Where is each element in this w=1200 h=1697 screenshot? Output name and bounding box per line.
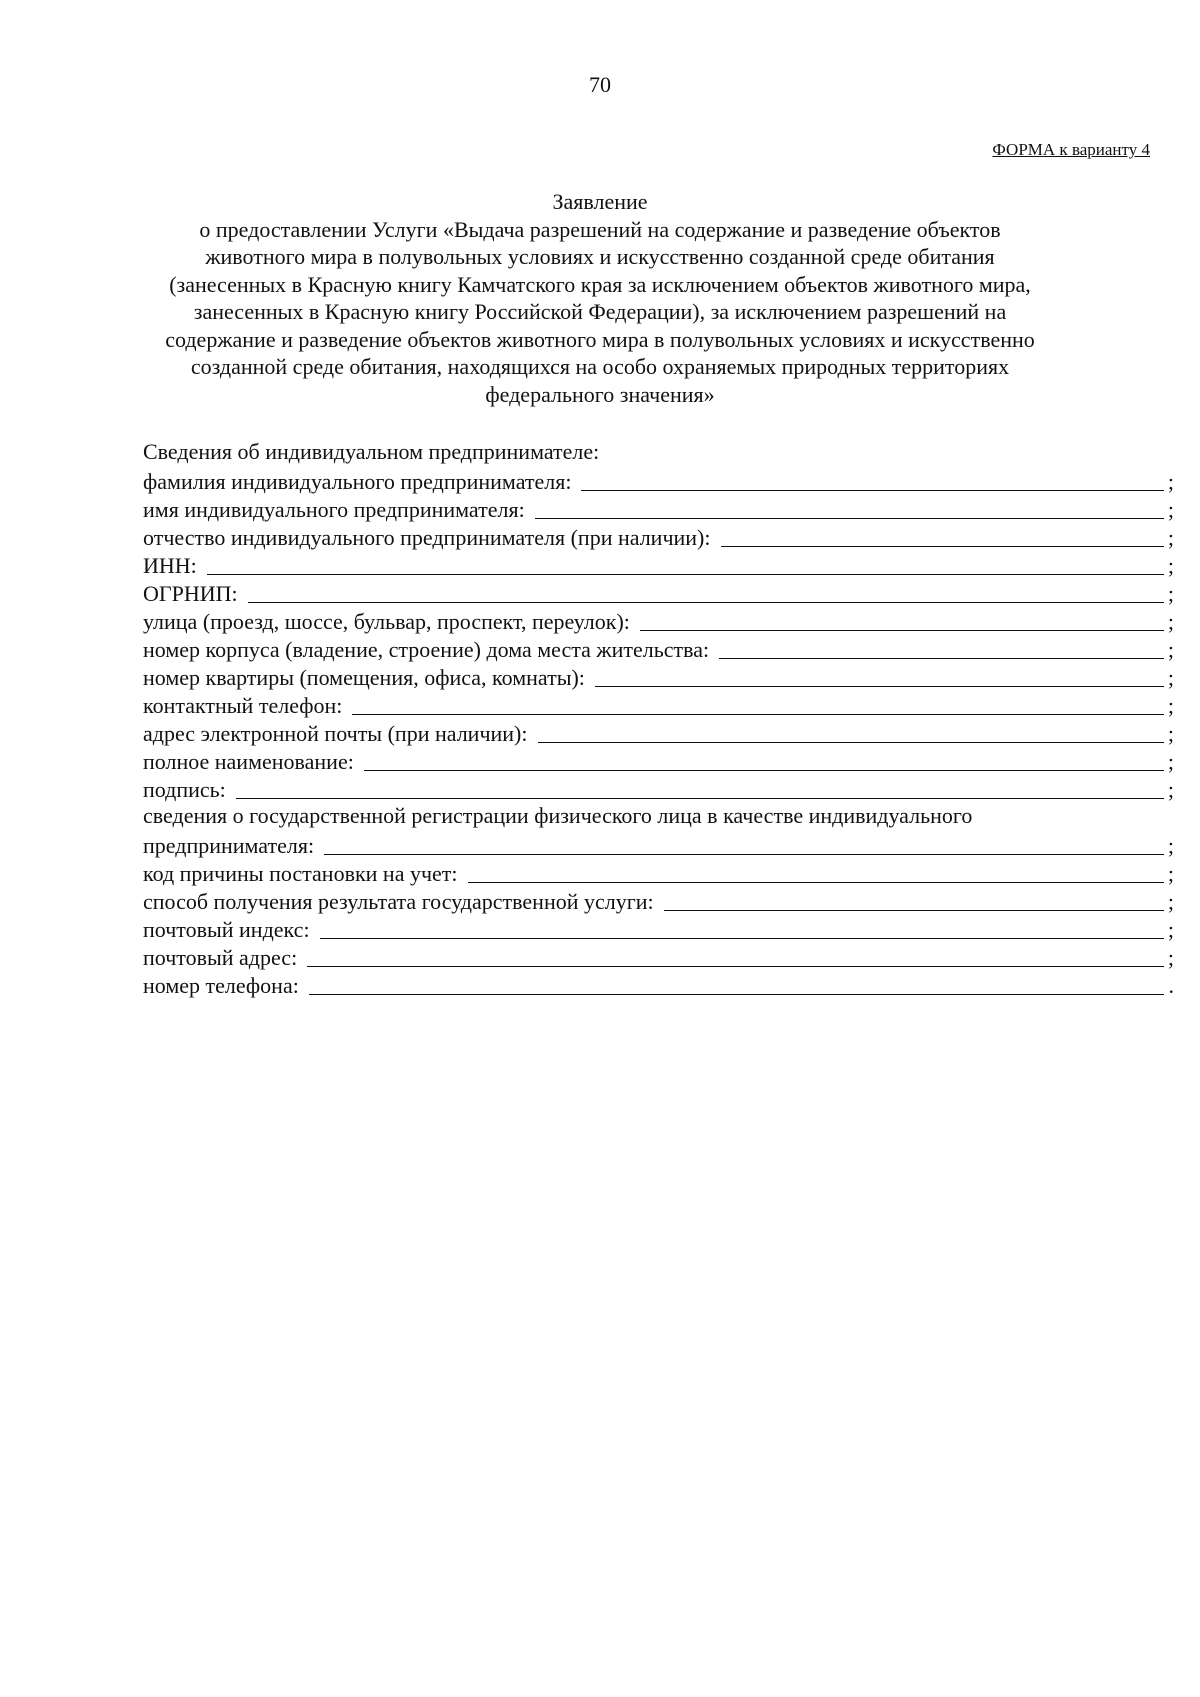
building-input-line[interactable] [719,636,1164,659]
signature-input-line[interactable] [236,776,1164,799]
document-title: Заявление [552,189,648,214]
field-terminator: ; [1167,777,1174,802]
field-terminator: ; [1167,665,1174,690]
postal-address-input-line[interactable] [307,944,1164,967]
subtitle-line: содержание и разведение объектов животного мира в полувольных условиях и искусственно [165,326,1035,352]
field-row-signature [143,774,1174,802]
subtitle-line: занесенных в Красную книгу Российской Федерации), за исключением разрешений на [193,299,1007,324]
field-label: номер квартиры (помещения, офиса, комнаты): [143,665,585,690]
field-row-first-name [143,494,1174,522]
ogrnip-input-line[interactable] [248,580,1164,603]
field-row-patronymic [143,522,1174,550]
registration-info-input-line[interactable] [324,832,1164,855]
field-terminator: ; [1167,581,1174,606]
field-label: контактный телефон: [143,693,343,718]
field-row-postal-code [143,914,1174,942]
field-label: подпись: [143,777,226,802]
field-terminator: ; [1167,749,1174,774]
field-row-postal-address [143,942,1174,970]
field-label: почтовый индекс: [143,917,310,942]
patronymic-input-line[interactable] [721,524,1165,547]
field-label: почтовый адрес: [143,945,298,970]
street-input-line[interactable] [640,608,1164,631]
field-row-full-name [143,746,1174,774]
kpp-input-line[interactable] [468,860,1164,883]
field-row-result-method [143,886,1174,914]
field-row-kpp [143,858,1174,886]
section-heading: Сведения об индивидуальном предпринимателе: [143,439,600,464]
field-label: код причины постановки на учет: [143,861,458,886]
field-label: ОГРНИП: [143,581,238,606]
field-row-building [143,634,1174,662]
field-terminator: ; [1167,469,1174,494]
field-label: адрес электронной почты (при наличии): [143,721,528,746]
field-row-contact-phone [143,690,1174,718]
postal-code-input-line[interactable] [320,916,1164,939]
subtitle-line: о предоставлении Услуги «Выдача разрешений на содержание и разведение объектов [199,216,1001,242]
field-label: способ получения результата государственной услуги: [143,889,654,914]
full-name-input-line[interactable] [364,748,1164,771]
field-terminator: ; [1167,553,1174,578]
field-terminator: ; [1167,889,1174,914]
subtitle-line: животного мира в полувольных условиях и искусственно созданной среде обитания [205,244,995,269]
field-label: номер телефона: [143,973,299,998]
field-label: фамилия индивидуального предпринимателя: [143,469,572,494]
result-method-input-line[interactable] [664,888,1164,911]
field-row-email [143,718,1174,746]
field-terminator: . [1168,973,1174,998]
field-terminator: ; [1167,609,1174,634]
applicant-fields [143,438,1174,998]
subtitle-line: (занесенных в Красную книгу Камчатского края за исключением объектов животного мира, [169,271,1031,297]
field-terminator: ; [1167,833,1174,858]
field-label: ИНН: [143,553,197,578]
field-row-street [143,606,1174,634]
inn-input-line[interactable] [207,552,1164,575]
field-terminator: ; [1167,917,1174,942]
phone-number-input-line[interactable] [309,972,1164,995]
field-row-surname [143,466,1174,494]
subtitle-line: федерального значения» [485,381,715,407]
field-row-apartment [143,662,1174,690]
field-terminator: ; [1167,861,1174,886]
form-variant-label: ФОРМА к варианту 4 [992,140,1150,159]
surname-input-line[interactable] [581,468,1164,491]
field-terminator: ; [1167,945,1174,970]
field-row-phone-number [143,970,1174,998]
field-terminator: ; [1167,497,1174,522]
contact-phone-input-line[interactable] [352,692,1164,715]
field-terminator: ; [1167,721,1174,746]
field-row-ogrnip [143,578,1174,606]
first-name-input-line[interactable] [535,496,1164,519]
apartment-input-line[interactable] [595,664,1164,687]
field-terminator: ; [1167,525,1174,550]
registration-info-label: сведения о государственной регистрации физического лица в качестве индивидуального [143,803,973,828]
field-label: имя индивидуального предпринимателя: [143,497,525,522]
field-row-inn [143,550,1174,578]
page-number: 70 [589,72,611,97]
field-label: полное наименование: [143,749,354,774]
field-label: номер корпуса (владение, строение) дома места жительства: [143,637,710,662]
email-input-line[interactable] [538,720,1165,743]
field-row-registration-info [143,830,1174,858]
field-terminator: ; [1167,693,1174,718]
field-label: отчество индивидуального предпринимателя (при наличии): [143,525,711,550]
subtitle-line: созданной среде обитания, находящихся на особо охраняемых природных территориях [190,354,1010,379]
field-terminator: ; [1167,637,1174,662]
field-label: улица (проезд, шоссе, бульвар, проспект, переулок): [143,609,630,634]
field-label: предпринимателя: [143,833,315,858]
document-title-block [150,188,1050,408]
